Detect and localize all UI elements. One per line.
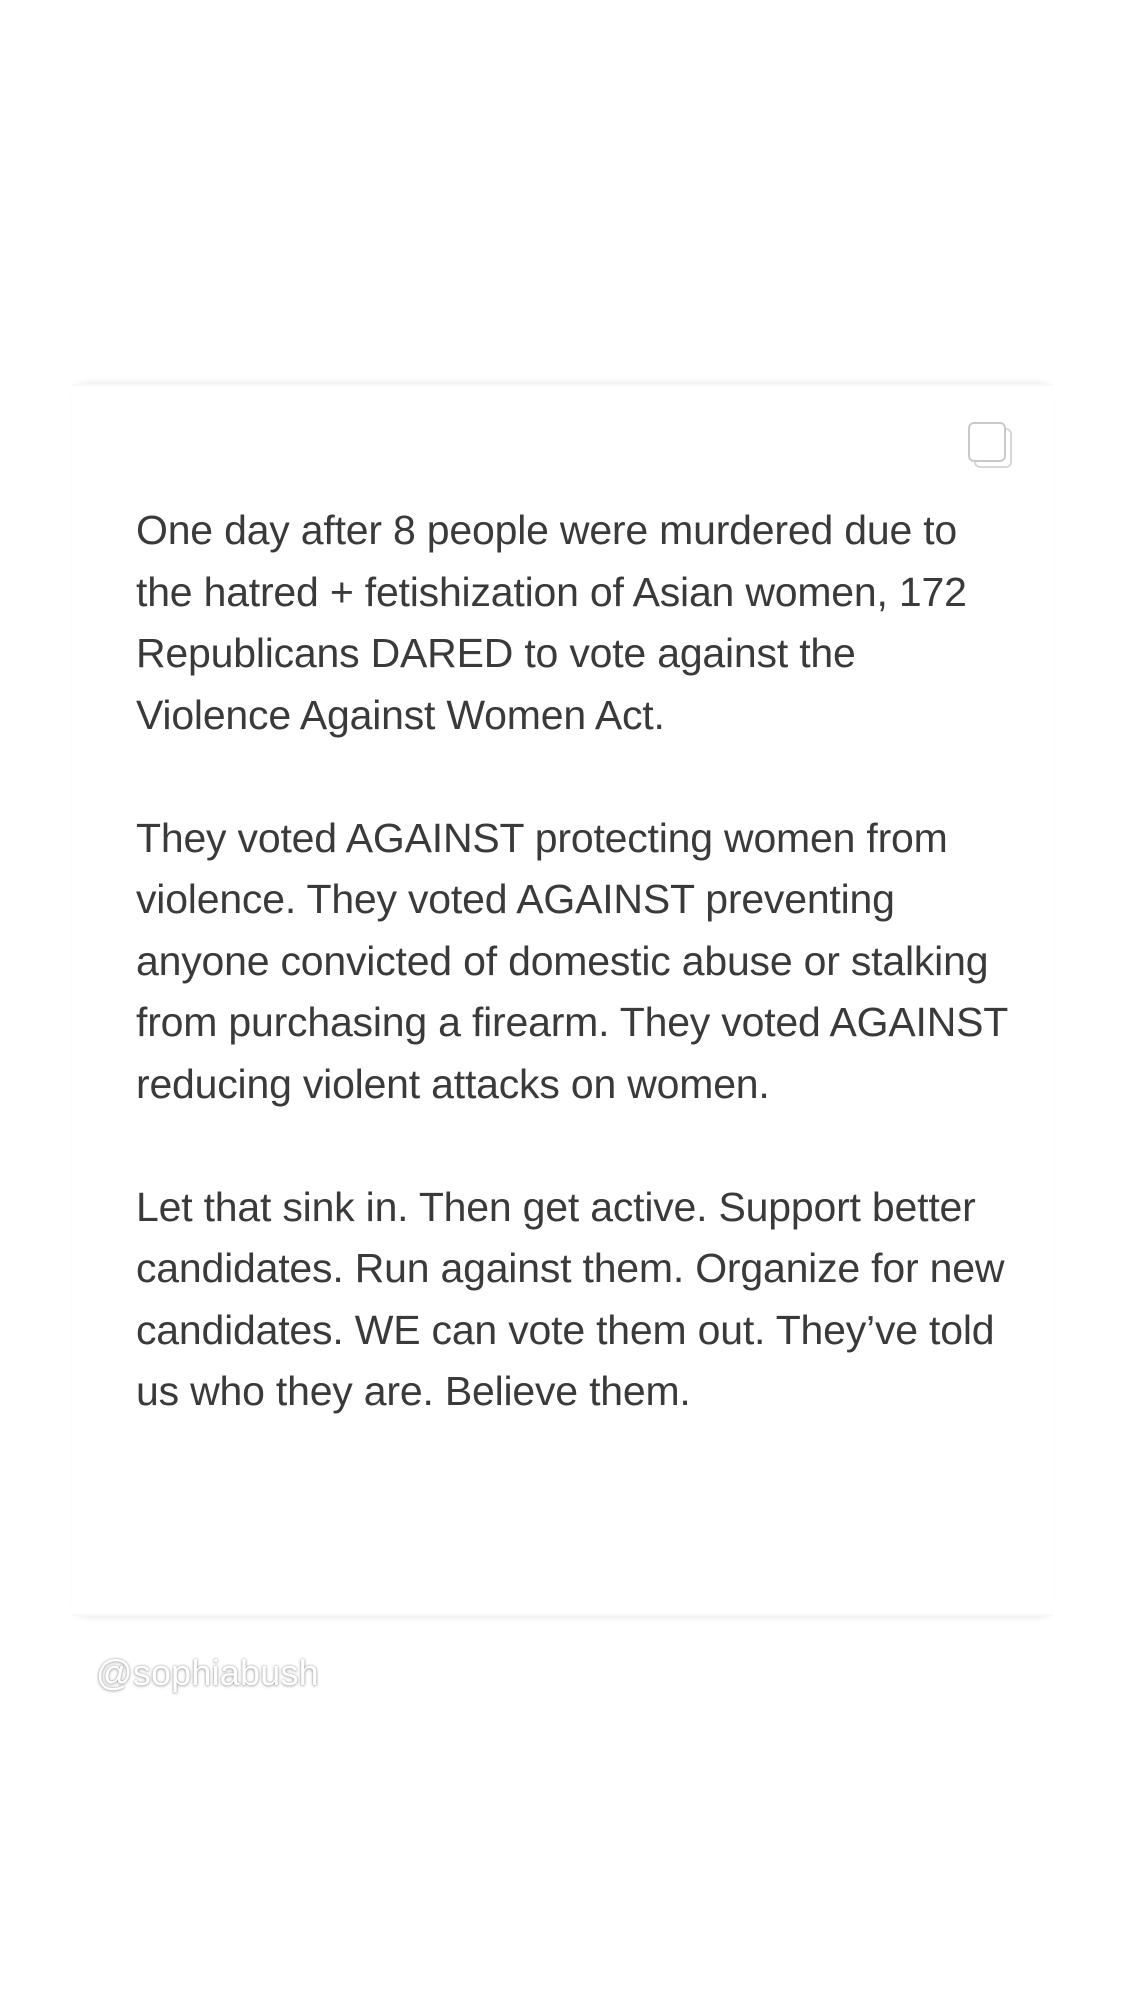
note-paragraph-2: They voted AGAINST protecting women from violence. They voted AGAINST preventing anyone convicted of domestic abuse or stalking from purchasing a firearm. They voted AGAINST reducing violent attacks on women. bbox=[136, 814, 1008, 1107]
note-paragraph-3: Let that sink in. Then get active. Support better candidates. Run against them. Organize for new candidates. WE can vote them out. They’ve told us who they are. Believe them. bbox=[136, 1183, 1005, 1414]
note-paragraph-1: One day after 8 people were murdered due to the hatred + fetishization of Asian women, 172 Republicans DARED to vote against the Violence Against Women Act. bbox=[136, 507, 967, 738]
mention-sticker[interactable]: @sophiabush bbox=[96, 1652, 319, 1693]
copy-icon-front-sheet bbox=[968, 422, 1006, 462]
note-body bbox=[136, 500, 1016, 1423]
note-card bbox=[72, 384, 1053, 1616]
copy-icon[interactable] bbox=[968, 422, 1008, 466]
